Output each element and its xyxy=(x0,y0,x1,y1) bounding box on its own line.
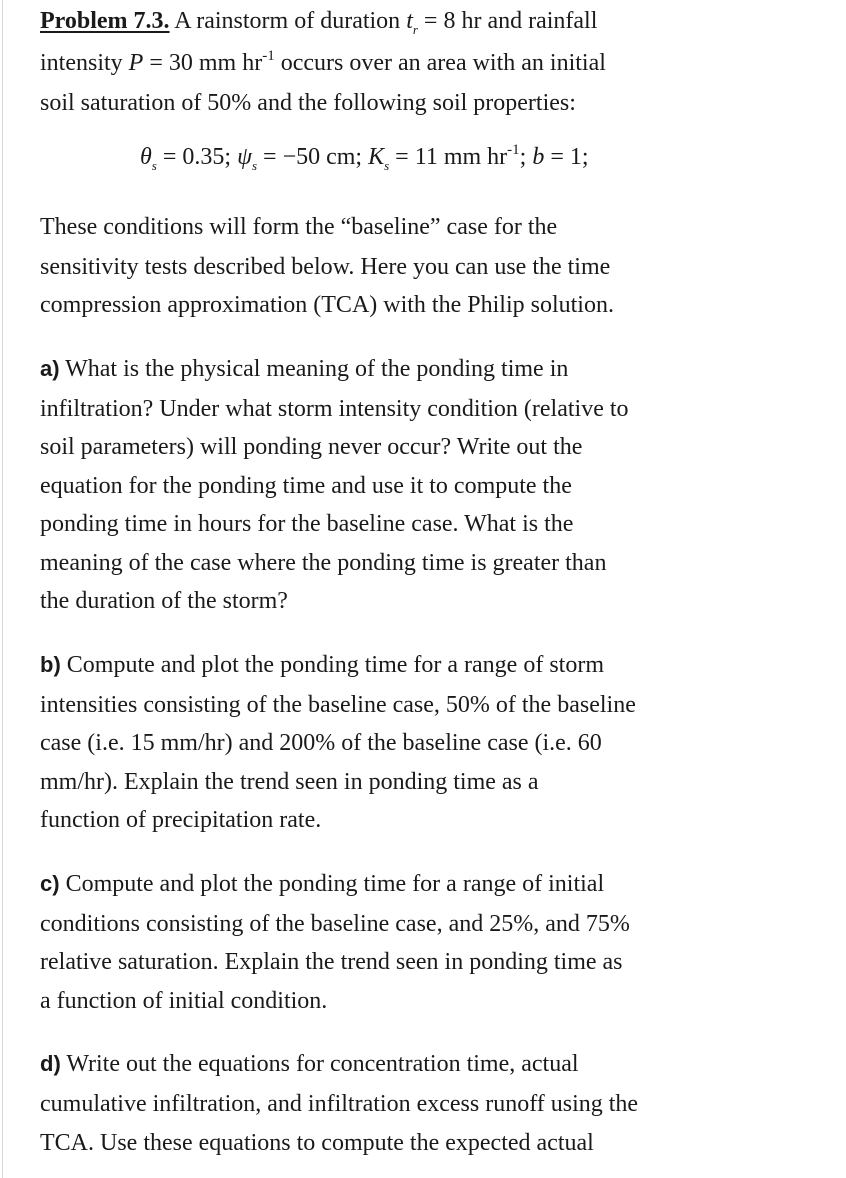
part-c-line: a function of initial condition. xyxy=(40,988,328,1014)
part-d-line: cumulative infiltration, and infiltration excess runoff using the xyxy=(40,1091,639,1117)
part-d-label: d) xyxy=(40,1051,61,1076)
part-b-line: case (i.e. 15 mm/hr) and 200% of the baseline case (i.e. 60 xyxy=(40,730,602,756)
part-a-line: a) What is the physical meaning of the ponding time in xyxy=(40,356,569,382)
part-a-line: meaning of the case where the ponding time is greater than xyxy=(40,550,607,576)
part-b-line: mm/hr). Explain the trend seen in ponding time as a xyxy=(40,769,539,795)
part-c-line: conditions consisting of the baseline case, and 25%, and 75% xyxy=(40,911,630,937)
part-c-label: c) xyxy=(40,871,60,896)
part-b-line: function of precipitation rate. xyxy=(40,807,322,833)
part-b-line: b) Compute and plot the ponding time for a range of storm xyxy=(40,652,604,678)
problem-line-1: Problem 7.3. A rainstorm of duration $t_r = 8$ hr and rainfall xyxy=(40,8,598,37)
part-a-label: a) xyxy=(40,356,60,381)
part-b-line: intensities consisting of the baseline case, 50% of the baseline xyxy=(40,692,636,718)
part-a-line: soil parameters) will ponding never occur? Write out the xyxy=(40,434,583,460)
soil-properties-equation: $\theta_s = 0.35$; $\psi_s = -50$ cm; $K_s = 11$ mm $hr^{-1}$; b = 1; xyxy=(140,142,589,173)
problem-heading: Problem 7.3. xyxy=(40,8,170,34)
part-a-line: infiltration? Under what storm intensity condition (relative to xyxy=(40,396,629,422)
intro-line: compression approximation (TCA) with the Philip solution. xyxy=(40,292,614,318)
part-d-line: d) Write out the equations for concentration time, actual xyxy=(40,1051,579,1077)
part-a-line: the duration of the storm? xyxy=(40,588,288,614)
intro-line: These conditions will form the “baseline” case for the xyxy=(40,214,558,240)
problem-line-2: intensity P = 30 mm $hr^{-1}$ occurs over an area with an initial xyxy=(40,48,606,76)
part-a-line: equation for the ponding time and use it to compute the xyxy=(40,473,572,499)
part-a-line: ponding time in hours for the baseline case. What is the xyxy=(40,511,574,537)
intro-line: sensitivity tests described below. Here you can use the time xyxy=(40,254,611,280)
part-d-line: TCA. Use these equations to compute the expected actual xyxy=(40,1130,594,1156)
part-c-line: relative saturation. Explain the trend seen in ponding time as xyxy=(40,949,623,975)
page-left-border xyxy=(2,0,3,1178)
part-c-line: c) Compute and plot the ponding time for a range of initial xyxy=(40,871,605,897)
problem-line-3: soil saturation of 50% and the following soil properties: xyxy=(40,90,576,116)
part-b-label: b) xyxy=(40,652,61,677)
